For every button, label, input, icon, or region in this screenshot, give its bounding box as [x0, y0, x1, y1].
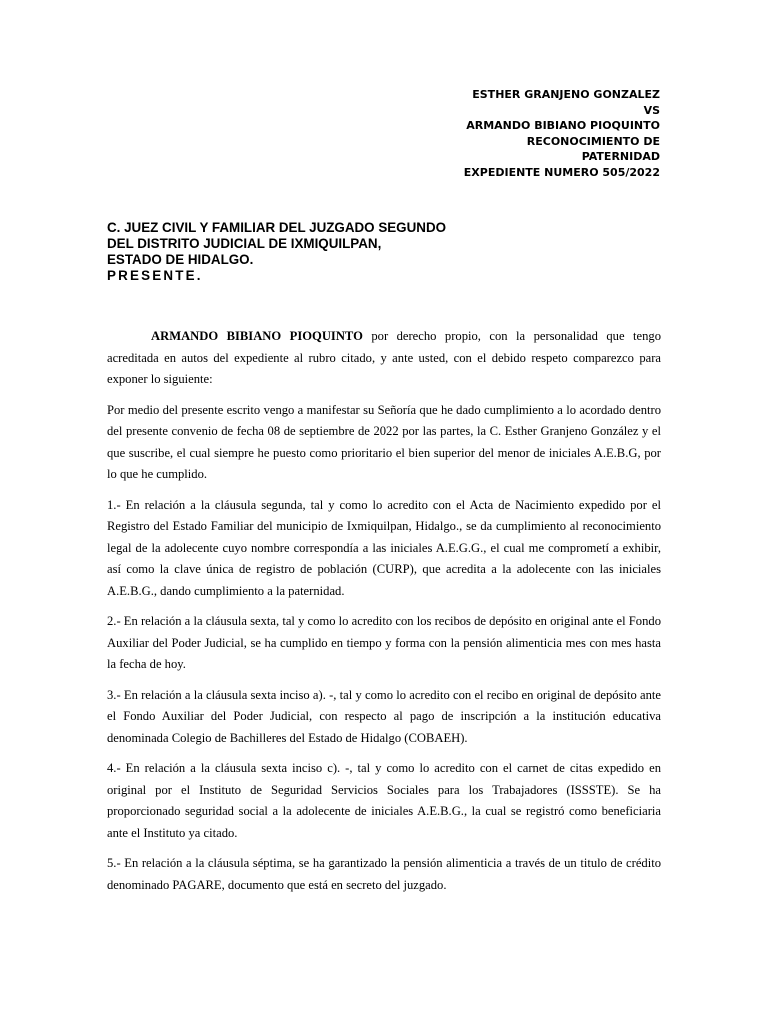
addressee-line-state: ESTADO DE HIDALGO. — [107, 252, 254, 267]
intro-text: por derecho propio, con la personalidad que tengo acreditada en autos del expediente al rubro citado, y ante usted, con el debido respeto comparezco para exponer lo siguiente: — [107, 329, 661, 386]
case-header-matter-line2: PATERNIDAD — [581, 150, 660, 163]
intro-paragraph — [107, 326, 661, 391]
addressee-line-judge: C. JUEZ CIVIL Y FAMILIAR DEL JUZGADO SEGUNDO — [107, 220, 447, 235]
addressee-block — [107, 220, 667, 284]
case-header — [360, 87, 660, 180]
clause-item-1: 1.- En relación a la cláusula segunda, tal y como lo acredito con el Acta de Nacimiento expedido por el Registro del Estado Familiar del municipio de Ixmiquilpan, Hidalgo., se da cumplimiento al reconocimiento legal de la adolecente cuyo nombre correspondía a las iniciales A.E.G.G., el cual me comprometí a exhibir, así como la clave única de registro de población (CURP), que acredita a la adolecente con las iniciales A.E.B.G., dando cumplimiento a la paternidad. — [107, 497, 661, 598]
clause-item-5: 5.- En relación a la cláusula séptima, se ha garantizado la pensión alimenticia a través de un titulo de crédito denominado PAGARE, documento que está en secreto del juzgado. — [107, 856, 661, 892]
addressee-line-presente: PRESENTE. — [107, 268, 203, 283]
case-header-file-number: EXPEDIENTE NUMERO 505/2022 — [463, 165, 660, 179]
case-header-versus: VS — [643, 103, 660, 117]
case-header-defendant: ARMANDO BIBIANO PIOQUINTO — [466, 119, 660, 132]
clause-item-4: 4.- En relación a la cláusula sexta inciso c). -, tal y como lo acredito con el carnet de citas expedido en original por el Instituto de Seguridad Servicios Sociales para los Trabajadores (ISSSTE). Se ha proporcionado seguridad social a la adolecente de iniciales A.E.B.G., la cual se registró como beneficiaria ante el Instituto ya citado. — [107, 761, 661, 840]
case-header-matter-line1: RECONOCIMIENTO DE — [526, 134, 660, 148]
clause-item-2: 2.- En relación a la cláusula sexta, tal y como lo acredito con los recibos de depósito en original ante el Fondo Auxiliar del Poder Judicial, se ha cumplido en tiempo y forma con la pensión alimenticia mes con mes hasta la fecha de hoy. — [107, 614, 661, 671]
case-header-plaintiff: ESTHER GRANJENO GONZALEZ — [472, 88, 660, 101]
main-paragraph: Por medio del presente escrito vengo a manifestar su Señoría que he dado cumplimiento a lo acordado dentro del presente convenio de fecha 08 de septiembre de 2022 por las partes, la C. Esther Granjeno González y el que suscribe, el cual siempre he puesto como prioritario el bien superior del menor de iniciales A.E.B.G, por lo que he cumplido. — [107, 402, 661, 481]
clause-item-3: 3.- En relación a la cláusula sexta inciso a). -, tal y como lo acredito con el recibo en original de depósito ante el Fondo Auxiliar del Poder Judicial, con respecto al pago de inscripción a la institución educativa denominada Colegio de Bachilleres del Estado de Hidalgo (COBAEH). — [107, 687, 661, 745]
document-body — [107, 326, 661, 905]
intro-name: ARMANDO BIBIANO PIOQUINTO — [151, 329, 363, 343]
addressee-line-district: DEL DISTRITO JUDICIAL DE IXMIQUILPAN, — [107, 236, 382, 251]
